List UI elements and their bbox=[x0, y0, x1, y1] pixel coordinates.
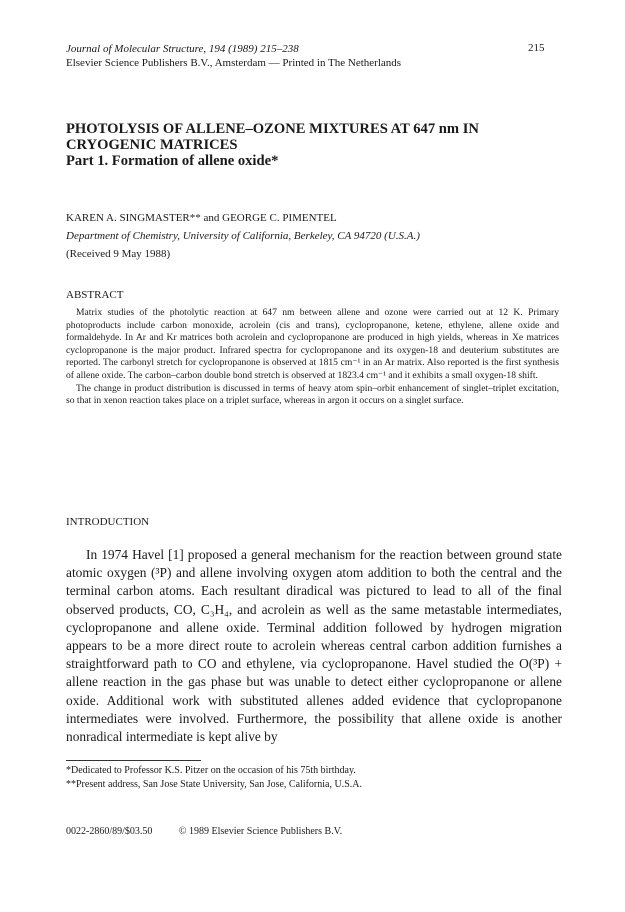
page-number: 215 bbox=[528, 42, 545, 54]
title-part: Part 1. Formation of allene oxide* bbox=[66, 153, 279, 169]
publisher-line: Elsevier Science Publishers B.V., Amsterdam — Printed in The Netherlands bbox=[66, 57, 402, 69]
authors: KAREN A. SINGMASTER** and GEORGE C. PIMENTEL bbox=[66, 212, 337, 224]
introduction-heading: INTRODUCTION bbox=[66, 516, 150, 528]
issn-code: 0022-2860/89/$03.50 bbox=[66, 826, 153, 837]
introduction-body bbox=[66, 546, 562, 746]
introduction-paragraph-1: In 1974 Havel [1] proposed a general mechanism for the reaction between ground state atomic oxygen (³P) and allene involving oxygen atom addition to both the central and the terminal carbon atoms. Each resultant diradical was pictured to lead to all of the final observed products, CO, C₃H₄, and acrolein as well as the same metastable intermediates, cyclopropanone and allene oxide. Terminal addition followed by hydrogen migration appears to be a more direct route to acrolein whereas central carbon addition furnishes a straightforward path to CO and ethylene, via cyclopropanone. Havel studied the O(³P) + allene reaction in the gas phase but was unable to detect either cyclopropanone or allene oxide. Additional work with substituted allenes added evidence that cyclopropanone intermediates were involved. Furthermore, the possibility that allene oxide is another nonradical intermediate is kept alive by bbox=[66, 547, 562, 745]
abstract-paragraph-2: The change in product distribution is discussed in terms of heavy atom spin–orbit enhancement of singlet–triplet excitation, so that in xenon reaction takes place on a triplet surface, whereas in argon it occurs on a singlet surface. bbox=[66, 382, 559, 407]
page-footer bbox=[66, 826, 366, 837]
abstract-heading: ABSTRACT bbox=[66, 289, 124, 301]
title-main: PHOTOLYSIS OF ALLENE–OZONE MIXTURES AT 647 nm IN CRYOGENIC MATRICES bbox=[66, 121, 479, 153]
affiliation: Department of Chemistry, University of California, Berkeley, CA 94720 (U.S.A.) bbox=[66, 230, 420, 242]
journal-citation: Journal of Molecular Structure, 194 (1989) 215–238 bbox=[66, 43, 299, 55]
received-date: (Received 9 May 1988) bbox=[66, 248, 171, 260]
footnote-rule bbox=[66, 760, 201, 761]
footnote-dedication: *Dedicated to Professor K.S. Pitzer on the occasion of his 75th birthday. bbox=[66, 765, 356, 776]
abstract-paragraph-1: Matrix studies of the photolytic reaction at 647 nm between allene and ozone were carried out at 12 K. Primary photoproducts include carbon monoxide, acrolein (cis and trans), cyclopropanone, ketene, ethylene, allene oxide and formaldehyde. In Ar and Kr matrices both acrolein and cyclopropanone are produced in high yields, whereas in Xe matrices cyclopropanone is the major product. Infrared spectra for cyclopropanone and its oxygen-18 and deuterium substitutes are reported. The carbonyl stretch for cyclopropanone is observed at 1815 cm⁻¹ in an Ar matrix. Also reported is the first synthesis of allene oxide. The carbon–carbon double bond stretch is observed at 1823.4 cm⁻¹ and it exhibits a small oxygen-18 shift. bbox=[66, 307, 559, 381]
abstract-body bbox=[66, 307, 559, 408]
journal-header bbox=[66, 42, 546, 70]
copyright-notice: © 1989 Elsevier Science Publishers B.V. bbox=[178, 826, 343, 837]
footnote-address: **Present address, San Jose State University, San Jose, California, U.S.A. bbox=[66, 779, 362, 790]
paper-title bbox=[66, 121, 566, 169]
